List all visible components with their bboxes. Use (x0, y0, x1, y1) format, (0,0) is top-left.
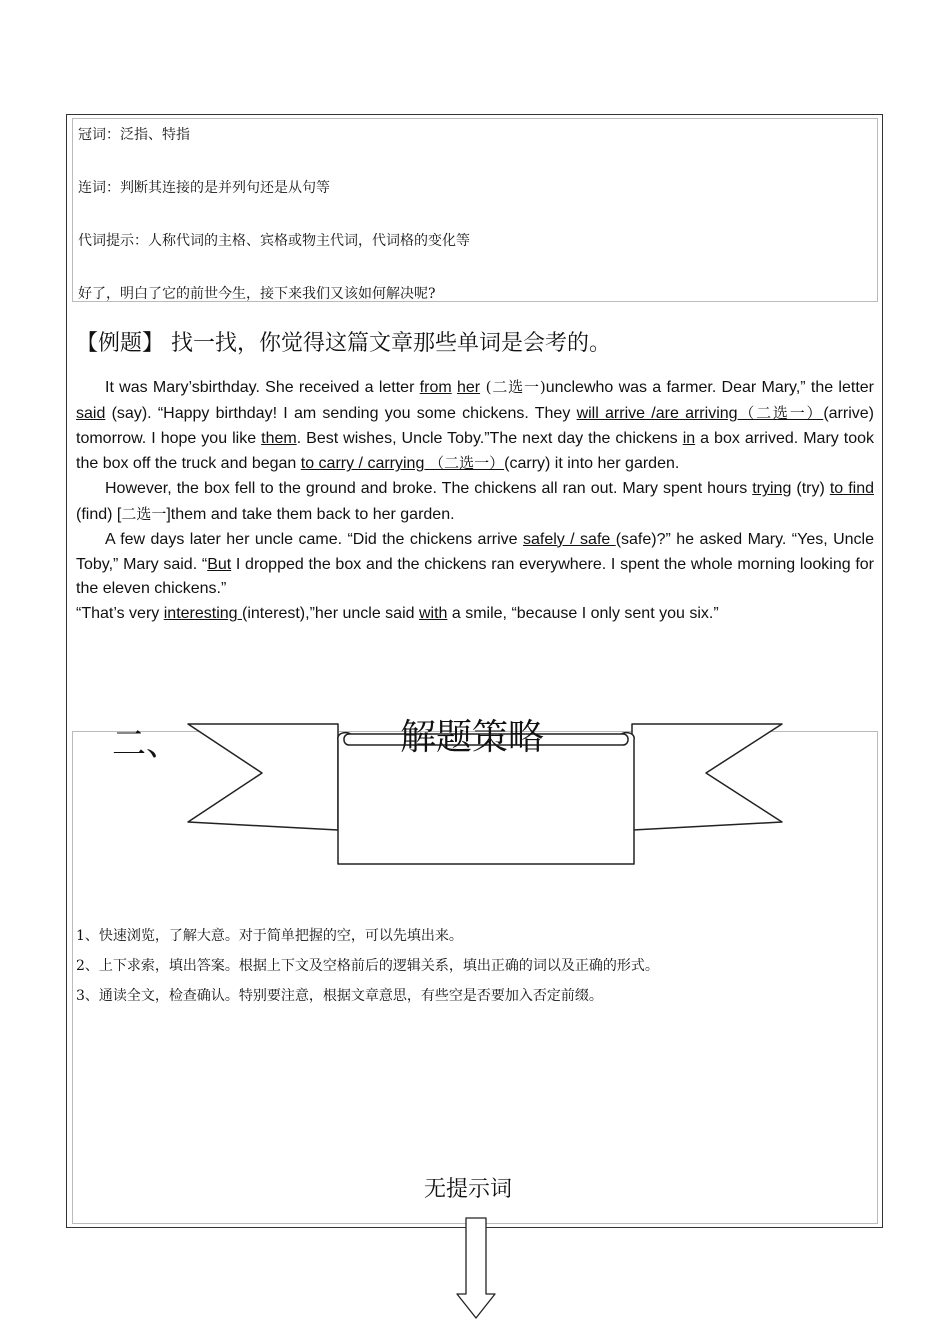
answer-will-arrive: will arrive /are arriving (576, 404, 738, 422)
answer-with: with (418, 605, 448, 623)
answer-interesting: interesting (163, 605, 242, 623)
example-passage (76, 375, 874, 627)
down-arrow-icon (455, 1217, 497, 1321)
strategy-step-1: 1、快速浏览，了解大意。对于简单把握的空，可以先填出来。 (76, 928, 463, 944)
strategy-step-2: 2、上下求索，填出答案。根据上下文及空格前后的逻辑关系，填出正确的词以及正确的形式。 (76, 958, 659, 974)
answer-in: in (682, 429, 696, 447)
answer-to-find: to find (829, 480, 874, 498)
note-pronoun: 代词提示：人称代词的主格、宾格或物主代词，代词格的变化等 (78, 233, 470, 249)
note-transition: 好了，明白了它的前世今生，接下来我们又该如何解决呢? (78, 286, 436, 302)
note-article: 冠词：泛指、特指 (78, 127, 190, 143)
section-number: 二、 (112, 724, 180, 764)
answer-her: her (456, 379, 481, 396)
answer-safely: safely / safe (522, 530, 616, 548)
example-heading: 【例题】 找一找，你觉得这篇文章那些单词是会考的。 (76, 331, 611, 356)
answer-but: But (207, 555, 232, 573)
passage-paragraph-3: A few days later her uncle came. “Did the chickens arrive safely / safe (safe)?” he asked Mary. “Yes, Uncle Toby,” Mary said. “But I dropped the box and the chickens ran everywhere. I spent the whole morning looking for the eleven chickens.” (76, 530, 874, 598)
answer-to-carry: to carry / carrying (300, 455, 425, 473)
strategy-step-3: 3、通读全文，检查确认。特别要注意，根据文章意思，有些空是否要加入否定前缀。 (76, 988, 603, 1004)
passage-paragraph-2: However, the box fell to the ground and broke. The chickens all ran out. Mary spent hours trying (try) to find (find) [二选一]them and take them back to her garden. (76, 480, 874, 523)
flow-label-no-hint: 无提示词 (424, 1177, 513, 1202)
answer-them: them (261, 429, 297, 447)
passage-paragraph-1: It was Mary’sbirthday. She received a letter from her (二选一)unclewho was a farmer. Dear Mary,” the letter said (say). “Happy birthday! I am sending you some chickens. They will arrive /are arriving（二选一）(arrive) tomorrow. I hope you like them. Best wishes, Uncle Toby.”The next day the chickens in a box arrived. Mary took the box off the truck and began to carry / carrying （二选一）(carry) it into her garden. (76, 378, 875, 473)
answer-from: from (419, 379, 452, 396)
notes-cell (72, 118, 878, 302)
section-title: 解题策略 (400, 717, 545, 758)
passage-paragraph-4: “That’s very interesting (interest),”her uncle said with a smile, “because I only sent you six.” (76, 605, 719, 623)
answer-trying: trying (752, 480, 792, 498)
note-conjunction: 连词：判断其连接的是并列句还是从句等 (78, 180, 330, 196)
answer-said: said (76, 404, 106, 422)
